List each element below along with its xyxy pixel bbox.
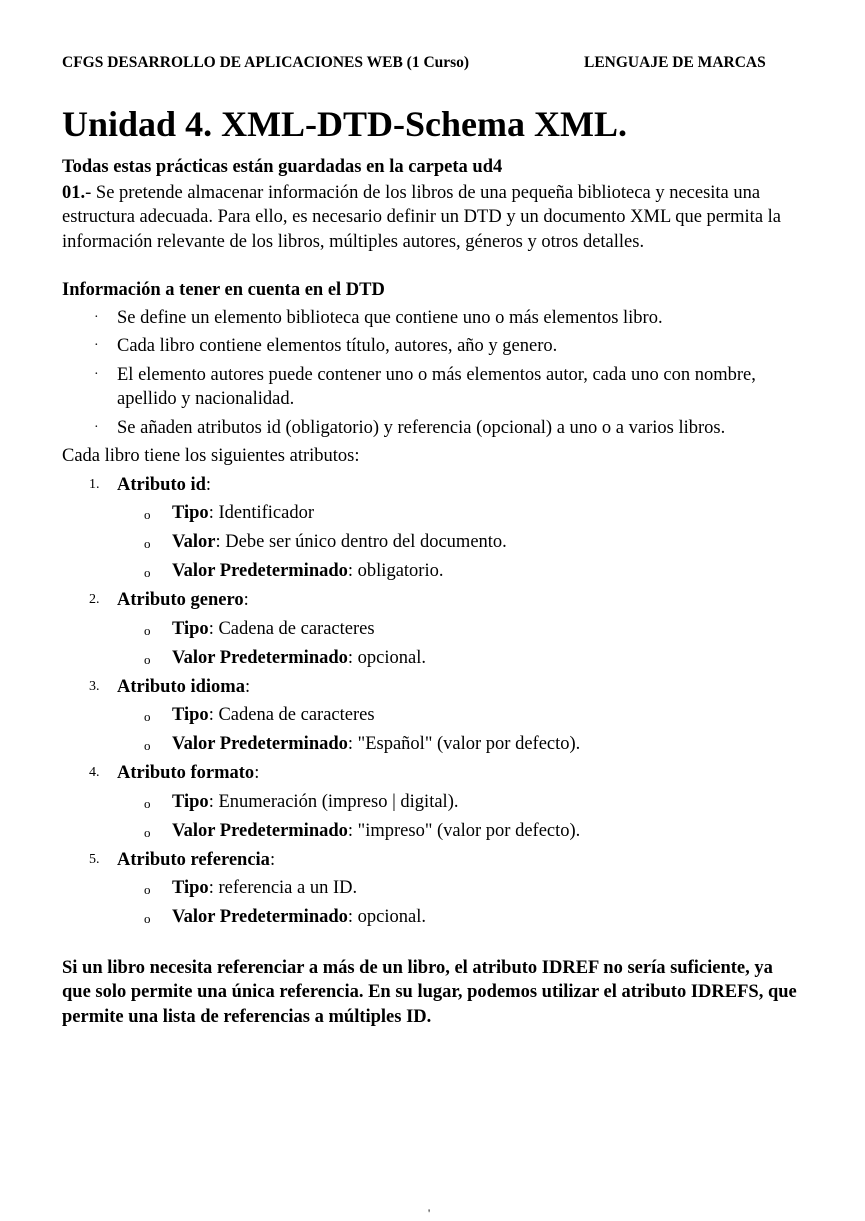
circle-bullet-icon: o	[144, 795, 151, 811]
attribute-property	[117, 559, 802, 584]
idrefs-note: Si un libro necesita referenciar a más de un libro, el atributo IDREF no sería suficiente, ya que solo permite una única referencia. En su lugar, podemos utilizar el atributo IDREFS, que permite una lista de referencias a múltiples ID.	[62, 957, 797, 1027]
property-value: : "Español" (valor por defecto).	[347, 734, 581, 754]
circle-bullet-icon: o	[144, 882, 151, 897]
exercise-text: - Se pretende almacenar información de los libros de una pequeña biblioteca y necesita una estructura adecuada. Para ello, es necesario definir un DTD y un documento XML que permita la información relevante de los libros, múltiples autores, géneros y otros detalles.	[62, 182, 782, 252]
property-label: Tipo	[172, 878, 209, 898]
circle-bullet-icon: o	[144, 738, 151, 753]
bullet-icon: ·	[94, 419, 99, 435]
circle-bullet-icon: o	[144, 824, 151, 840]
property-value: : Enumeración (impreso | digital).	[208, 791, 459, 812]
attributes-intro: Cada libro tiene los siguientes atributos:	[62, 446, 360, 466]
dtd-bullet-item	[62, 306, 802, 331]
property-value: : Identificador	[208, 503, 314, 523]
circle-bullet-icon: o	[144, 536, 151, 551]
attribute-number: 4.	[89, 765, 100, 780]
attribute-item	[62, 761, 802, 843]
dtd-bullet-item	[62, 363, 802, 412]
bullet-text: Se añaden atributos id (obligatorio) y referencia (opcional) a uno o a varios libros.	[117, 417, 726, 438]
bullet-icon: ·	[94, 366, 99, 382]
property-label: Valor Predeterminado	[172, 561, 348, 581]
circle-bullet-icon: o	[144, 911, 151, 926]
bullet-text: Se define un elemento biblioteca que contiene uno o más elementos libro.	[117, 307, 663, 328]
attribute-colon: :	[244, 676, 251, 697]
circle-bullet-icon: o	[144, 622, 151, 638]
attribute-property	[117, 876, 802, 901]
property-value: : opcional.	[347, 647, 426, 668]
exercise-number: 01.	[62, 182, 86, 203]
dtd-bullet-item	[62, 334, 802, 359]
attribute-name: Atributo idioma	[117, 676, 245, 697]
property-label: Valor	[172, 532, 216, 552]
property-value: : obligatorio.	[347, 561, 444, 581]
circle-bullet-icon: o	[144, 507, 151, 522]
dtd-bullet-list	[62, 306, 802, 441]
property-value: : opcional.	[347, 907, 426, 927]
property-value: : Cadena de caracteres	[208, 618, 375, 639]
bullet-icon: ·	[94, 338, 99, 353]
bullet-icon: ·	[94, 309, 99, 325]
property-value: : "impreso" (valor por defecto).	[347, 820, 581, 841]
property-label: Valor Predeterminado	[172, 820, 348, 841]
page-header	[62, 54, 802, 72]
page-mark: '	[428, 1206, 431, 1220]
attribute-item	[62, 675, 802, 757]
circle-bullet-icon: o	[144, 651, 151, 667]
attribute-colon: :	[243, 590, 249, 610]
attribute-colon: :	[269, 849, 276, 870]
circle-bullet-icon: o	[144, 565, 151, 580]
attribute-properties	[117, 617, 802, 671]
attribute-properties	[117, 876, 802, 930]
circle-bullet-icon: o	[144, 709, 151, 724]
attribute-properties	[117, 790, 802, 844]
attribute-property	[117, 530, 802, 555]
attribute-name: Atributo genero	[117, 590, 244, 610]
property-value: : Cadena de caracteres	[208, 705, 375, 725]
bullet-text: Cada libro contiene elementos título, autores, año y genero.	[117, 336, 558, 356]
attribute-property	[117, 905, 802, 930]
attribute-number: 1.	[89, 476, 100, 492]
dtd-section-title: Información a tener en cuenta en el DTD	[62, 280, 385, 300]
property-label: Valor Predeterminado	[172, 647, 348, 668]
attribute-number: 5.	[89, 851, 100, 867]
property-label: Valor Predeterminado	[172, 907, 348, 927]
attribute-property	[117, 617, 802, 642]
attribute-name: Atributo id	[117, 474, 206, 495]
document-subtitle: Todas estas prácticas están guardadas en la carpeta ud4	[62, 157, 503, 177]
attribute-properties	[117, 703, 802, 757]
attribute-item	[62, 848, 802, 930]
attribute-name: Atributo referencia	[117, 849, 270, 870]
attribute-colon: :	[205, 474, 212, 495]
property-value: : Debe ser único dentro del documento.	[215, 532, 507, 552]
header-course: CFGS DESARROLLO DE APLICACIONES WEB (1 Curso)	[62, 54, 470, 71]
attribute-item	[62, 588, 802, 670]
attribute-property	[117, 819, 802, 844]
attribute-number: 2.	[89, 592, 100, 607]
bullet-text: El elemento autores puede contener uno o más elementos autor, cada uno con nombre, apellido y nacionalidad.	[117, 364, 756, 409]
property-label: Tipo	[172, 503, 209, 523]
attribute-property	[117, 703, 802, 728]
attribute-number: 3.	[89, 678, 100, 694]
property-label: Valor Predeterminado	[172, 734, 348, 754]
attributes-list	[62, 473, 802, 930]
attribute-property	[117, 646, 802, 671]
attribute-property	[117, 732, 802, 757]
attribute-property	[117, 790, 802, 815]
header-subject: LENGUAJE DE MARCAS	[584, 54, 766, 71]
dtd-bullet-item	[62, 416, 802, 441]
document-body	[62, 155, 802, 1029]
property-value: : referencia a un ID.	[208, 878, 358, 898]
attribute-colon: :	[254, 763, 260, 783]
document-title: Unidad 4. XML-DTD-Schema XML.	[62, 104, 628, 144]
property-label: Tipo	[172, 705, 209, 725]
attribute-name: Atributo formato	[117, 763, 255, 783]
attribute-property	[117, 501, 802, 526]
property-label: Tipo	[172, 791, 209, 812]
attribute-properties	[117, 501, 802, 584]
property-label: Tipo	[172, 618, 209, 639]
attribute-item	[62, 473, 802, 584]
exercise-intro	[62, 181, 802, 255]
